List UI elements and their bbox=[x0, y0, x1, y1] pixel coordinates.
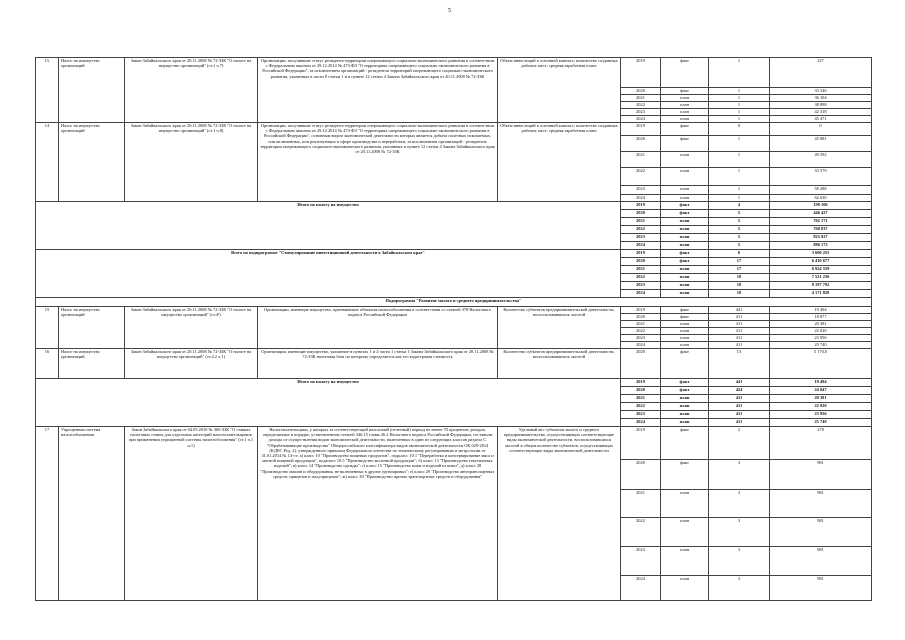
cell-n: 441 bbox=[709, 379, 770, 387]
cell-desc: Организации, имеющие имущество, указанное в пунктах 1 и 2 части 1 статьи 1 Закона Забайкальского края от 20.11.2008 № 72-ЗЗК налоговая база по которому определяется как его кадастровая стоимость bbox=[258, 349, 498, 379]
cell-t: факт bbox=[661, 314, 709, 321]
cell-n: 1 bbox=[709, 102, 770, 109]
cell-y: 2023 bbox=[621, 335, 661, 342]
cell-t: план bbox=[661, 395, 709, 403]
cell-n: 1 bbox=[709, 152, 770, 168]
cell-t: факт bbox=[661, 258, 709, 266]
cell-v: 24 047 bbox=[770, 387, 872, 395]
cell-desc: Организации, имеющие имущество, признаваемое объектом налогообложения в соответствии со статьей 378 Налогового кодекса Российской Федерации bbox=[258, 307, 498, 349]
cell-v: 25 740 bbox=[770, 342, 872, 349]
cell-t: план bbox=[661, 95, 709, 102]
cell-y: 2019 bbox=[621, 58, 661, 88]
cell-t: план bbox=[661, 274, 709, 282]
total-row bbox=[36, 202, 872, 210]
cell-law: Закон Забайкальского края от 20.11.2008 № 72-ЗЗК "О налоге на имущество организаций" (ст.1 ч.8) bbox=[125, 123, 258, 202]
cell-y: 2021 bbox=[621, 490, 661, 518]
total-row bbox=[36, 379, 872, 387]
cell-t: факт bbox=[661, 202, 709, 210]
cell-y: 2023 bbox=[621, 234, 661, 242]
cell-t: факт bbox=[661, 136, 709, 152]
cell-y: 2022 bbox=[621, 168, 661, 186]
tax-benefits-table bbox=[35, 57, 872, 601]
cell-n: 411 bbox=[709, 328, 770, 335]
cell-t: факт bbox=[661, 88, 709, 95]
total-row bbox=[36, 250, 872, 258]
cell-n: 4 bbox=[709, 202, 770, 210]
cell-n: 424 bbox=[709, 387, 770, 395]
cell-name: Налог на имущество организаций bbox=[59, 58, 125, 123]
cell-y: 2021 bbox=[621, 152, 661, 168]
table-row bbox=[36, 307, 872, 314]
cell-n: 18 bbox=[709, 282, 770, 290]
cell-t: план bbox=[661, 282, 709, 290]
cell-num: 17 bbox=[36, 427, 59, 601]
cell-n: 411 bbox=[709, 342, 770, 349]
cell-y: 2021 bbox=[621, 266, 661, 274]
cell-v: 981 bbox=[770, 490, 872, 518]
cell-n: 1 bbox=[709, 109, 770, 116]
cell-name: Налог на имущество организаций bbox=[59, 123, 125, 202]
cell-t: план bbox=[661, 116, 709, 123]
cell-y: 2022 bbox=[621, 226, 661, 234]
cell-t: план bbox=[661, 490, 709, 518]
cell-n: 411 bbox=[709, 314, 770, 321]
cell-n: 3 bbox=[709, 460, 770, 490]
cell-n: 411 bbox=[709, 419, 770, 427]
cell-name: Упрощенная система налогообложения bbox=[59, 427, 125, 601]
cell-y: 2020 bbox=[621, 460, 661, 490]
cell-t: факт bbox=[661, 123, 709, 136]
cell-y: 2019 bbox=[621, 250, 661, 258]
table-row bbox=[36, 58, 872, 88]
cell-t: план bbox=[661, 518, 709, 547]
cell-y: 2023 bbox=[621, 411, 661, 419]
cell-v: 981 bbox=[770, 576, 872, 601]
cell-v: 760 837 bbox=[770, 226, 872, 234]
cell-desc: Налогоплательщики, у которых за соответствующий налоговый (отчетный) период не менее 70 процентов доходов, определяемых в порядке, установленном статьей 346.15 главы 26.2 Налогового кодекса Российской Федерации, составили доходы от осуществления видов экономической деятельности, включенных в один из следующих классов раздела С "Обрабатывающие производства" Общероссийского классификатора видов экономической деятельности ОК 029-2014 (КДЕС Ред. 2), утвержденного приказом Федерального агентства по техническому регулированию и метрологии от 31.01.2014 № 14-ст: а) класс 10 "Производство пищевых продуктов", подкласс 10.1 "Переработка и консервирование мяса и мясной пищевой продукции", подкласс 10.5 "Производство молочной продукции"; б) класс 13 "Производство текстильных изделий"; в) класс 14 "Производство одежды"; г) класс 15 "Производство кожи и изделий из кожи"; д) класс 28 "Производство машин и оборудования, не включенных в другие группировки"; е) класс 29 "Производство автотранспортных средств, прицепов и полуприцепов"; ж) класс 30 "Производство прочих транспортных средств и оборудования" bbox=[258, 427, 498, 601]
cell-n: 3 bbox=[709, 576, 770, 601]
cell-n: 411 bbox=[709, 403, 770, 411]
cell-v: 20 381 bbox=[770, 395, 872, 403]
cell-y: 2020 bbox=[621, 314, 661, 321]
cell-v: 23 956 bbox=[770, 335, 872, 342]
cell-v: 22 020 bbox=[770, 403, 872, 411]
table-row bbox=[36, 349, 872, 379]
cell-y: 2024 bbox=[621, 290, 661, 298]
cell-y: 2021 bbox=[621, 395, 661, 403]
cell-v: 20 381 bbox=[770, 321, 872, 328]
cell-n: 411 bbox=[709, 321, 770, 328]
cell-v: 45 881 bbox=[770, 136, 872, 152]
cell-t: план bbox=[661, 218, 709, 226]
cell-t: факт bbox=[661, 250, 709, 258]
cell-ind: Удельный вес субъектов малого и среднего предпринимательства, осуществляющих соответствующие виды экономической деятельности, воспользовавшихся льготой в общем количестве субъектов, осуществляющих соответствующие виды экономической деятельности bbox=[498, 427, 621, 601]
cell-v: 49 592 bbox=[770, 152, 872, 168]
cell-v: 62 630 bbox=[770, 195, 872, 202]
cell-v: 36 104 bbox=[770, 95, 872, 102]
cell-v: 38 898 bbox=[770, 102, 872, 109]
cell-v: 8 197 792 bbox=[770, 282, 872, 290]
total-label: Итого по налогу на имущество bbox=[36, 379, 621, 427]
cell-n: 13 bbox=[709, 349, 770, 379]
cell-v: 4 171 828 bbox=[770, 290, 872, 298]
cell-t: план bbox=[661, 195, 709, 202]
cell-y: 2022 bbox=[621, 274, 661, 282]
cell-v: 6 924 559 bbox=[770, 266, 872, 274]
cell-n: 6 bbox=[709, 250, 770, 258]
cell-y: 2024 bbox=[621, 116, 661, 123]
cell-y: 2021 bbox=[621, 95, 661, 102]
cell-n: 18 bbox=[709, 290, 770, 298]
cell-y: 2019 bbox=[621, 123, 661, 136]
cell-t: план bbox=[661, 186, 709, 195]
cell-n: 5 bbox=[709, 210, 770, 218]
cell-n: 411 bbox=[709, 395, 770, 403]
cell-n: 3 bbox=[709, 518, 770, 547]
cell-t: план bbox=[661, 342, 709, 349]
cell-y: 2021 bbox=[621, 218, 661, 226]
cell-t: факт bbox=[661, 379, 709, 387]
cell-n: 2 bbox=[709, 427, 770, 460]
cell-v: 6 410 677 bbox=[770, 258, 872, 266]
cell-t: план bbox=[661, 226, 709, 234]
cell-n: 1 bbox=[709, 136, 770, 152]
cell-v: 886 173 bbox=[770, 242, 872, 250]
cell-v: 198 106 bbox=[770, 202, 872, 210]
cell-t: план bbox=[661, 290, 709, 298]
cell-v: 981 bbox=[770, 547, 872, 576]
cell-law: Закон Забайкальского края от 04.05.2010 № 360-ЗЗК "О ставках налоговых ставок для отдельных категорий налогоплательщиков при применении упрощенной системы налогообложения" (ст.1 ч.1 п.1) bbox=[125, 427, 258, 601]
cell-t: план bbox=[661, 328, 709, 335]
cell-y: 2022 bbox=[621, 328, 661, 335]
cell-t: план bbox=[661, 403, 709, 411]
cell-y: 2022 bbox=[621, 102, 661, 109]
cell-v: 25 740 bbox=[770, 419, 872, 427]
cell-y: 2020 bbox=[621, 387, 661, 395]
cell-n: 1 bbox=[709, 116, 770, 123]
cell-num: 16 bbox=[36, 349, 59, 379]
cell-y: 2023 bbox=[621, 109, 661, 116]
cell-n: 5 bbox=[709, 234, 770, 242]
cell-y: 2020 bbox=[621, 88, 661, 95]
cell-v: 0 bbox=[770, 123, 872, 136]
cell-t: факт bbox=[661, 349, 709, 379]
subprogram-row bbox=[36, 298, 872, 307]
cell-t: план bbox=[661, 242, 709, 250]
cell-n: 3 bbox=[709, 490, 770, 518]
cell-n: 5 bbox=[709, 226, 770, 234]
cell-y: 2024 bbox=[621, 242, 661, 250]
cell-t: факт bbox=[661, 387, 709, 395]
cell-y: 2020 bbox=[621, 210, 661, 218]
cell-v: 22 020 bbox=[770, 328, 872, 335]
table-row bbox=[36, 427, 872, 460]
cell-t: факт bbox=[661, 460, 709, 490]
cell-name: Налог на имущество организаций bbox=[59, 349, 125, 379]
cell-v: 227 bbox=[770, 58, 872, 88]
cell-t: план bbox=[661, 168, 709, 186]
cell-v: 5 170,0 bbox=[770, 349, 872, 379]
total-label: Итого по налогу на имущество bbox=[36, 202, 621, 250]
cell-t: план bbox=[661, 547, 709, 576]
cell-law: Закон Забайкальского края от 20.11.2008 № 72-ЗЗК "О налоге на имущество организаций" (ст.4¹) bbox=[125, 307, 258, 349]
cell-y: 2024 bbox=[621, 576, 661, 601]
cell-n: 1 bbox=[709, 168, 770, 186]
cell-ind: Объем инвестиций в основной капитал; количество созданных рабочих мест; средняя заработная плата bbox=[498, 58, 621, 123]
cell-t: факт bbox=[661, 58, 709, 88]
cell-v: 3 600 255 bbox=[770, 250, 872, 258]
cell-v: 58 288 bbox=[770, 186, 872, 195]
cell-n: 1 bbox=[709, 95, 770, 102]
cell-y: 2019 bbox=[621, 379, 661, 387]
cell-y: 2020 bbox=[621, 136, 661, 152]
cell-v: 53 579 bbox=[770, 168, 872, 186]
cell-n: 17 bbox=[709, 266, 770, 274]
cell-law: Закон Забайкальского края от 20.11.2008 № 72-ЗЗК "О налоге на имущество организаций" (ст.1 ч.7) bbox=[125, 58, 258, 123]
cell-desc: Организации, получившие статус резидента территории опережающего социально-экономического развития в соответствии с Федеральным законом от 29.12.2014 № 473-ФЗ "О территориях опережающего социально-экономического развития в Российской Федерации", основным видом экономической деятельности которых является добыча полезных ископаемых, или включенных, или реализующих в сфере производства и переработки, за исключением организаций - резидентов территории опережающего социально-экономического развития, указанных в пункте 12 статьи 4 Закона Забайкальского края от 20.11.2008 № 72-ЗЗК bbox=[258, 123, 498, 202]
cell-y: 2024 bbox=[621, 419, 661, 427]
cell-v: 23 956 bbox=[770, 411, 872, 419]
cell-n: 411 bbox=[709, 335, 770, 342]
cell-n: 1 bbox=[709, 186, 770, 195]
cell-t: план bbox=[661, 576, 709, 601]
cell-v: 42 318 bbox=[770, 109, 872, 116]
cell-v: 7 521 236 bbox=[770, 274, 872, 282]
cell-v: 45 471 bbox=[770, 116, 872, 123]
cell-v: 18 877 bbox=[770, 314, 872, 321]
cell-n: 441 bbox=[709, 307, 770, 314]
cell-y: 2019 bbox=[621, 307, 661, 314]
cell-y: 2021 bbox=[621, 321, 661, 328]
cell-num: 13. bbox=[36, 58, 59, 123]
cell-y: 2023 bbox=[621, 547, 661, 576]
cell-y: 2023 bbox=[621, 282, 661, 290]
cell-t: план bbox=[661, 419, 709, 427]
cell-t: факт bbox=[661, 210, 709, 218]
cell-ind: Количество субъектов предпринимательской деятельности, воспользовавшихся льготой bbox=[498, 307, 621, 349]
cell-v: 33 346 bbox=[770, 88, 872, 95]
cell-y: 2023 bbox=[621, 186, 661, 195]
cell-n: 5 bbox=[709, 242, 770, 250]
cell-t: план bbox=[661, 102, 709, 109]
cell-y: 2024 bbox=[621, 195, 661, 202]
cell-t: план bbox=[661, 335, 709, 342]
cell-y: 2024 bbox=[621, 342, 661, 349]
cell-law: Закон Забайкальского края от 20.11.2008 № 72-ЗЗК "О налоге на имущество организаций" (ст.4.2 ч.1) bbox=[125, 349, 258, 379]
cell-v: 19 494 bbox=[770, 307, 872, 314]
cell-name: Налог на имущество организаций bbox=[59, 307, 125, 349]
table-row bbox=[36, 123, 872, 136]
cell-v: 825 927 bbox=[770, 234, 872, 242]
subprogram-title: Подпрограмма "Развитие малого и среднего предпринимательства" bbox=[36, 298, 872, 307]
cell-num: 15 bbox=[36, 307, 59, 349]
cell-n: 1 bbox=[709, 195, 770, 202]
cell-n: 17 bbox=[709, 258, 770, 266]
cell-t: план bbox=[661, 266, 709, 274]
cell-t: план bbox=[661, 321, 709, 328]
cell-n: 1 bbox=[709, 58, 770, 88]
cell-v: 446 427 bbox=[770, 210, 872, 218]
cell-n: 1 bbox=[709, 88, 770, 95]
cell-num: 14 bbox=[36, 123, 59, 202]
cell-v: 278 bbox=[770, 427, 872, 460]
cell-t: факт bbox=[661, 307, 709, 314]
total-label: Всего по подпрограмме "Стимулирование инвестиционной деятельности в Забайкальском крае" bbox=[36, 250, 621, 298]
cell-ind: Объем инвестиций в основной капитал; количество созданных рабочих мест; средняя заработная плата bbox=[498, 123, 621, 202]
cell-y: 2019 bbox=[621, 427, 661, 460]
cell-y: 2020 bbox=[621, 258, 661, 266]
cell-n: 3 bbox=[709, 547, 770, 576]
cell-n: 18 bbox=[709, 274, 770, 282]
cell-y: 2019 bbox=[621, 202, 661, 210]
cell-t: факт bbox=[661, 427, 709, 460]
cell-y: 2022 bbox=[621, 518, 661, 547]
cell-t: план bbox=[661, 411, 709, 419]
cell-t: план bbox=[661, 109, 709, 116]
cell-desc: Организации, получившие статус резидента территории опережающего социально-экономического развития в соответствии с Федеральным законом от 29.12.2014 № 473-ФЗ "О территориях опережающего социально-экономического развития в Российской Федерации", за исключением организаций - резидентов территорий опережающего социально-экономического развития, указанных в части 8 статьи 1 и в пункте 12 статьи 4 Закона Забайкальского края от 20.11.2008 № 72-ЗЗК bbox=[258, 58, 498, 123]
cell-v: 981 bbox=[770, 518, 872, 547]
cell-n: 411 bbox=[709, 411, 770, 419]
cell-n: 0 bbox=[709, 123, 770, 136]
cell-n: 5 bbox=[709, 218, 770, 226]
cell-y: 2022 bbox=[621, 403, 661, 411]
cell-y: 2020 bbox=[621, 349, 661, 379]
cell-t: план bbox=[661, 234, 709, 242]
cell-t: план bbox=[661, 152, 709, 168]
cell-v: 702 171 bbox=[770, 218, 872, 226]
page-number: 5 bbox=[448, 8, 451, 14]
cell-v: 981 bbox=[770, 460, 872, 490]
cell-ind: Количество субъектов предпринимательской деятельности, воспользовавшихся льготой bbox=[498, 349, 621, 379]
cell-v: 19 494 bbox=[770, 379, 872, 387]
